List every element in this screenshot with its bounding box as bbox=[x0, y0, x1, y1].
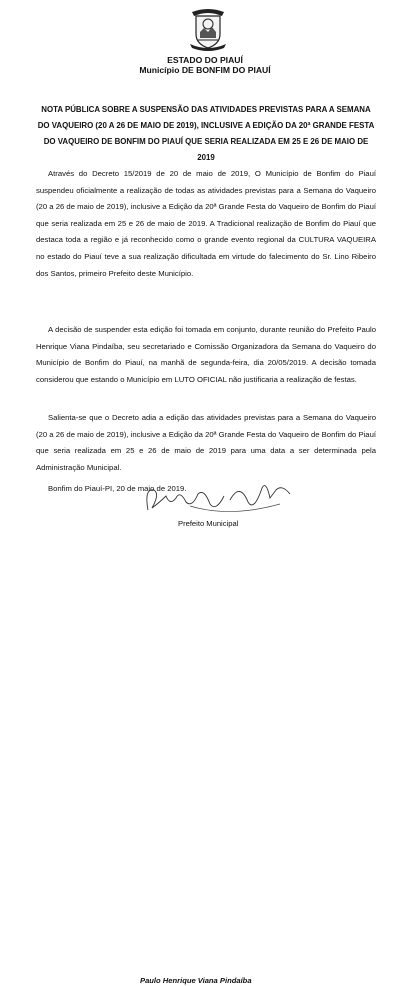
notice-title: NOTA PÚBLICA SOBRE A SUSPENSÃO DAS ATIVIDADES PREVISTAS PARA A SEMANA DO VAQUEIRO (20 A 26 DE MAIO DE 2019), INCLUSIVE A EDIÇÃO DA 20ª GRANDE FESTA DO VAQUEIRO DE BONFIM DO PIAUÍ QUE SERIA REALIZADA EM 25 E 26 DE MAIO DE 2019 bbox=[37, 105, 375, 162]
signatory-role: Prefeito Municipal bbox=[178, 519, 239, 528]
date-line: Bonfim do Piauí-PI, 20 de maio de 2019. bbox=[48, 484, 187, 493]
municipality-heading: Município DE BONFIM DO PIAUÍ bbox=[139, 65, 271, 75]
signatory-name: Paulo Henrique Viana Pindaíba bbox=[140, 976, 252, 985]
body-paragraph: A decisão de suspender esta edição foi tomada em conjunto, durante reunião do Prefeito Paulo Henrique Viana Pindaíba, seu secretariado e Comissão Organizadora da Semana do Vaqueiro do Município de Bonfim do Piauí, na manhã de segunda-feira, dia 20/05/2019. A decisão tomada considerou que estando o Município em LUTO OFICIAL não justificaria a realização de festas. bbox=[36, 325, 376, 384]
body-paragraph: Salienta-se que o Decreto adia a edição das atividades previstas para a Semana do Vaqueiro (20 a 26 de maio de 2019), inclusive a Edição da 20ª Grande Festa do Vaqueiro de Bonfim do Piauí que seria realizada em 25 e 26 de maio de 2019 para uma data a ser determinada pela Administração Municipal. bbox=[36, 413, 376, 472]
coat-of-arms-icon bbox=[188, 4, 228, 52]
body-paragraph: Através do Decreto 15/2019 de 20 de maio de 2019, O Município de Bonfim do Piauí suspendeu oficialmente a realização de todas as atividades previstas para a Semana do Vaqueiro (20 a 26 de maio de 2019), inclusive a Edição da 20ª Grande Festa do Vaqueiro de Bonfim do Piauí que seria realizada em 25 e 26 de maio de 2019. A Tradicional realização de Bonfim do Piauí que destaca toda a região e já reconhecido como o grande evento regional da CULTURA VAQUEIRA no estado do Piauí teve a sua realização dificultada em virtude do falecimento do Sr. Lino Ribeiro dos Santos, primeiro Prefeito deste Município. bbox=[36, 169, 376, 278]
state-heading: ESTADO DO PIAUÍ bbox=[167, 55, 243, 65]
